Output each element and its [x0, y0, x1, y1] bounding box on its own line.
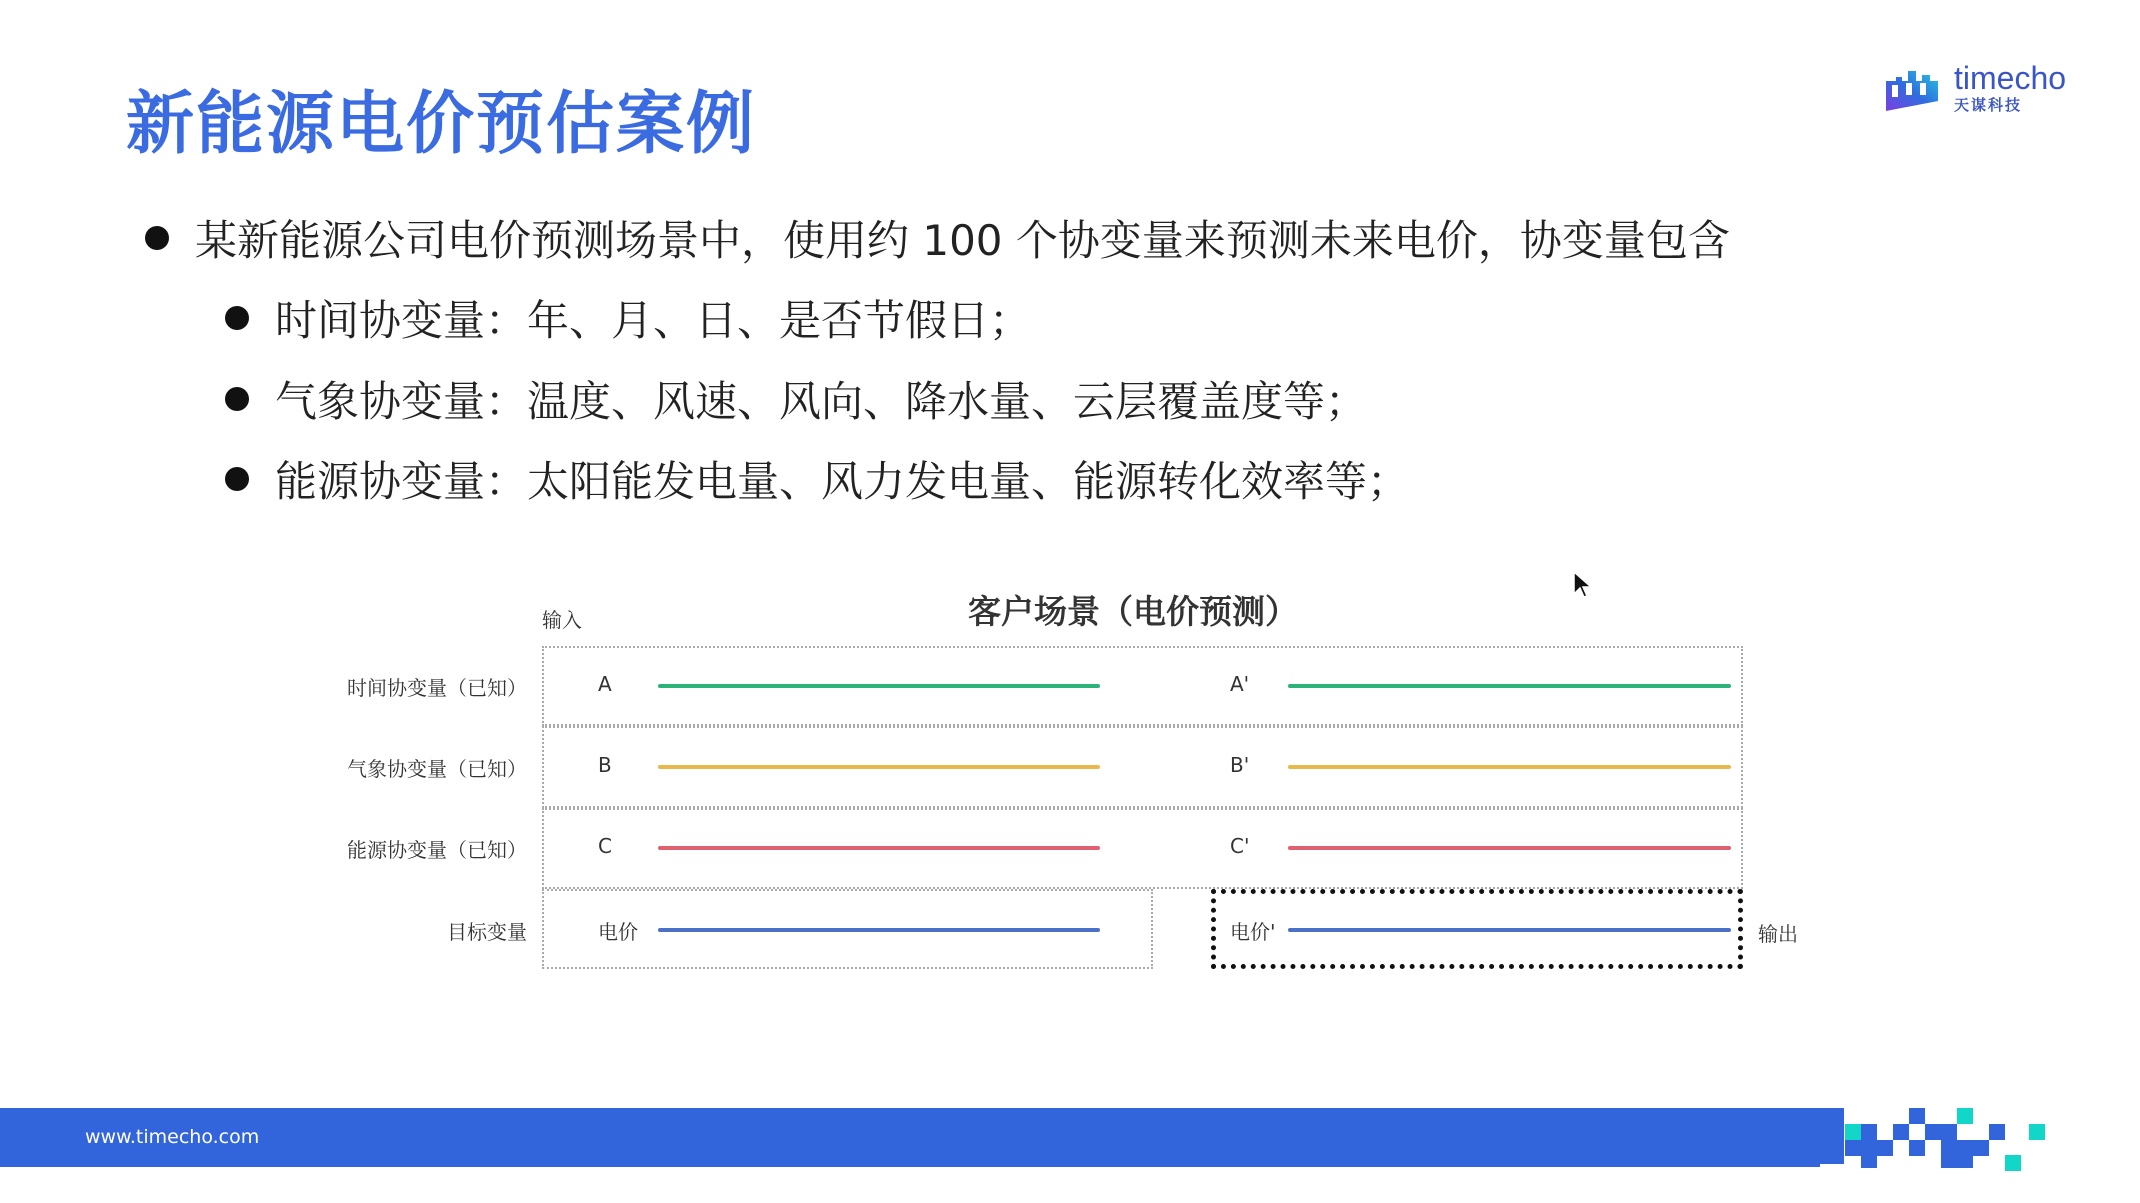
input-series-label: B: [598, 753, 612, 777]
input-label: 输入: [542, 608, 582, 632]
footer-bar: [0, 1108, 1820, 1167]
sub-bullet: [225, 369, 1367, 429]
pixel-square: [1861, 1124, 1877, 1140]
output-series-label: B': [1230, 753, 1250, 777]
logo-bars-icon: [1884, 67, 1940, 111]
pixel-square: [2029, 1124, 2045, 1140]
input-series-line: [658, 765, 1100, 769]
pixel-square: [1925, 1124, 1941, 1140]
bullet-dot-icon: [225, 387, 249, 411]
bullet-text: 气象协变量：温度、风速、风向、降水量、云层覆盖度等；: [275, 377, 1368, 426]
output-series-label: C': [1230, 834, 1250, 858]
output-label: 输出: [1758, 922, 1798, 946]
slide-title: 新能源电价预估案例: [126, 85, 757, 164]
input-series-line: [658, 846, 1100, 850]
sub-bullet: [225, 449, 1409, 509]
input-series-label: C: [598, 834, 612, 858]
pixel-square: [1941, 1140, 1973, 1156]
pixel-square: [1973, 1140, 1989, 1156]
row-label: 气象协变量（已知）: [347, 757, 527, 781]
timecho-logo: [1884, 62, 2066, 115]
pixel-square: [1941, 1124, 1957, 1140]
logo-subtitle: 天谋科技: [1954, 96, 2023, 114]
pixel-square: [1877, 1140, 1893, 1156]
pixel-square: [1845, 1124, 1861, 1140]
bullet-text: 时间协变量：年、月、日、是否节假日；: [275, 296, 1032, 345]
pixel-square: [1957, 1108, 1973, 1124]
bullet-text: 能源协变量：太阳能发电量、风力发电量、能源转化效率等；: [275, 457, 1410, 506]
bullet-dot-icon: [145, 226, 169, 250]
row-label: 时间协变量（已知）: [347, 676, 527, 700]
input-series-label: 电价: [598, 920, 638, 944]
row-label: 能源协变量（已知）: [347, 838, 527, 862]
pixel-square: [1989, 1124, 2005, 1140]
output-series-line: [1288, 846, 1731, 850]
bullet-text: 某新能源公司电价预测场景中，使用约 100 个协变量来预测未来电价，协变量包含: [195, 216, 1730, 265]
output-series-label: 电价': [1230, 920, 1276, 944]
diagram-title: 客户场景（电价预测）: [968, 592, 1298, 631]
sub-bullet: [225, 288, 1031, 348]
pixel-square: [1909, 1108, 1925, 1124]
output-series-line: [1288, 684, 1731, 688]
bullet-dot-icon: [225, 306, 249, 330]
pixel-square: [1861, 1140, 1877, 1156]
pixel-square: [1812, 1108, 1844, 1134]
footer-url[interactable]: www.timecho.com: [85, 1126, 260, 1148]
row-label: 目标变量: [447, 920, 527, 944]
pixel-square: [1909, 1140, 1925, 1156]
output-series-line: [1288, 928, 1731, 932]
pixel-square: [1845, 1140, 1861, 1156]
bullet-main: [145, 208, 1730, 268]
input-series-line: [658, 684, 1100, 688]
pixel-square: [1893, 1124, 1909, 1140]
pixel-square: [1780, 1134, 1844, 1164]
input-series-line: [658, 928, 1100, 932]
bullet-dot-icon: [225, 467, 249, 491]
logo-name: timecho: [1954, 60, 2067, 96]
input-series-label: A: [598, 672, 612, 696]
pixel-square: [2005, 1155, 2021, 1171]
mouse-cursor-icon: [1572, 570, 1592, 600]
pixel-square: [1861, 1156, 1877, 1168]
output-series-label: A': [1230, 672, 1250, 696]
pixel-square: [1941, 1156, 1973, 1168]
output-series-line: [1288, 765, 1731, 769]
